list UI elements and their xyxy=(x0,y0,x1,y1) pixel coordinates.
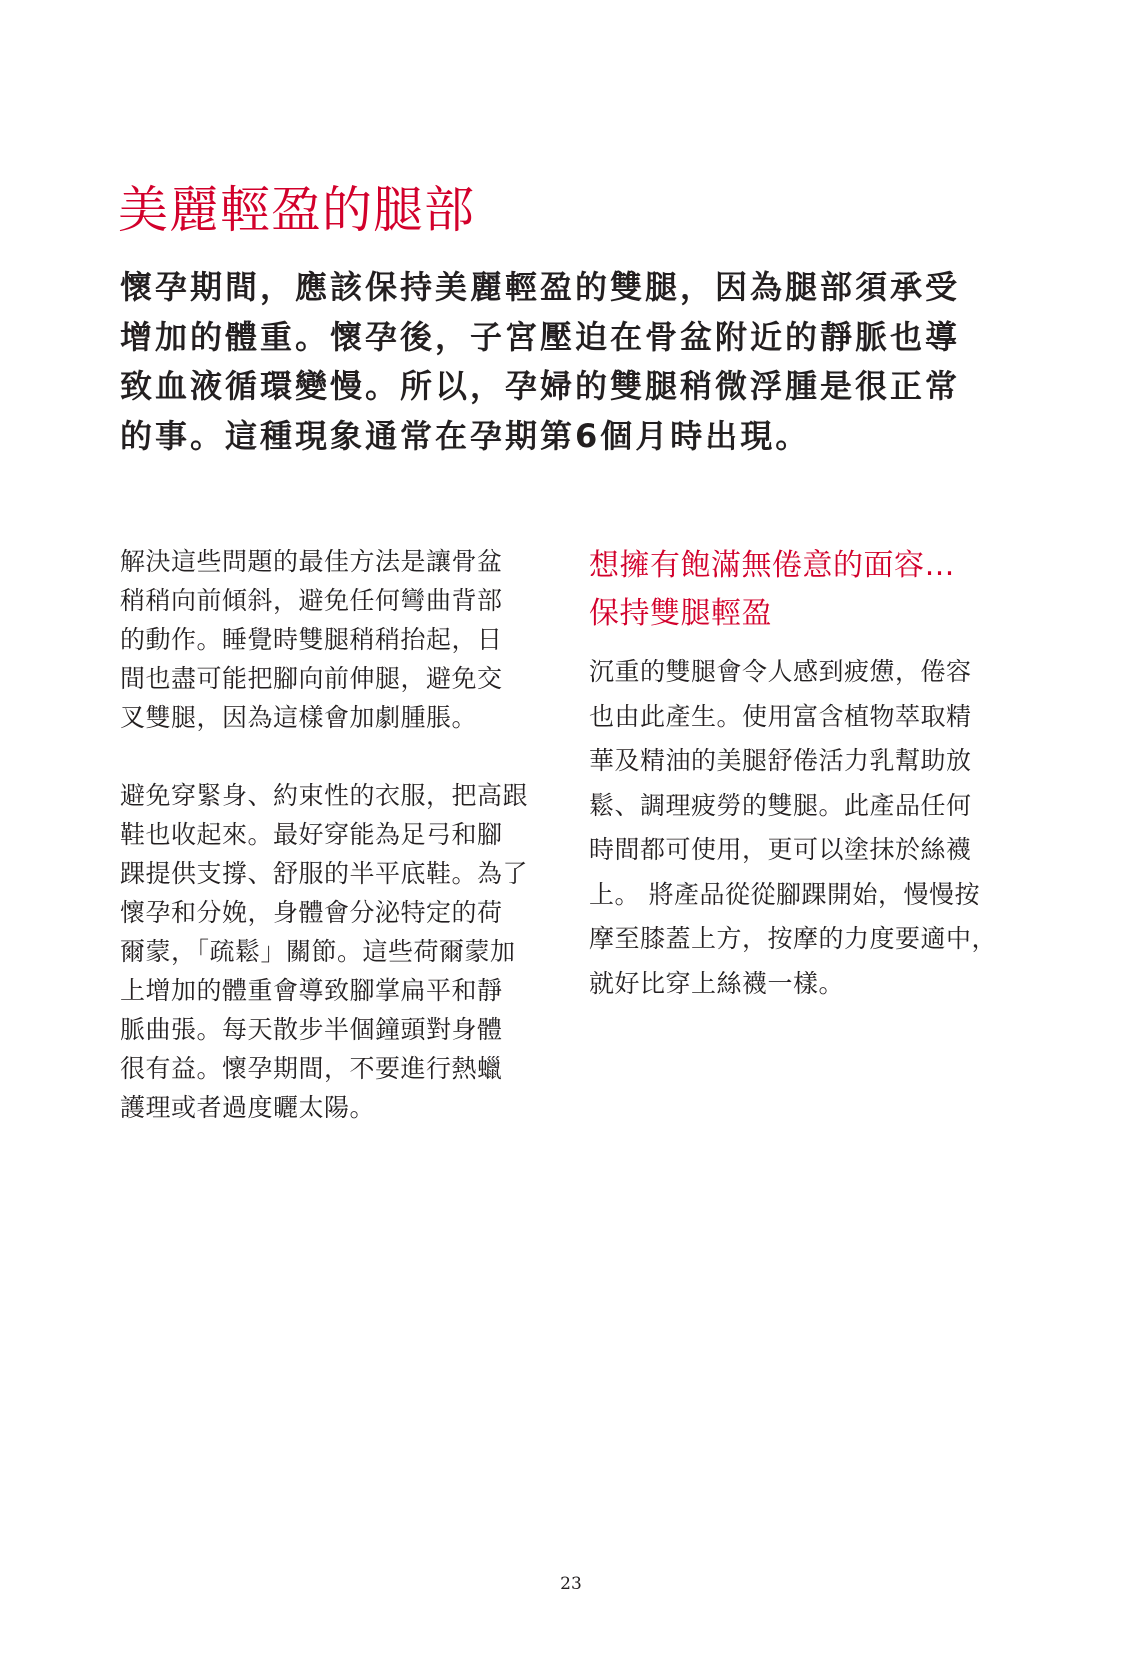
text-line: 踝提供支撐、舒服的半平底鞋。為了 xyxy=(120,859,529,888)
left-paragraph-clothing xyxy=(120,776,560,1127)
left-paragraph-posture xyxy=(120,542,560,737)
text-line: 摩至膝蓋上方，按摩的力度要適中， xyxy=(589,924,998,953)
intro-line: 致血液循環變慢。所以，孕婦的雙腿稍微浮腫是很正常 xyxy=(120,367,961,405)
text-line: 間也盡可能把腳向前伸腿，避免交 xyxy=(120,664,503,693)
right-column xyxy=(589,542,1029,1006)
text-line: 爾蒙，「疏鬆」關節。這些荷爾蒙加 xyxy=(120,937,516,966)
text-line: 懷孕和分娩，身體會分泌特定的荷 xyxy=(120,898,503,927)
heading-line: 保持雙腿輕盈 xyxy=(589,596,772,631)
heading-line: 想擁有飽滿無倦意的面容… xyxy=(589,548,955,583)
text-line: 上。 將產品從從腳踝開始，慢慢按 xyxy=(589,879,980,909)
side-heading xyxy=(589,542,1029,638)
text-line: 避免穿緊身、約束性的衣服，把高跟 xyxy=(120,781,529,810)
text-line: 的動作。睡覺時雙腿稍稍抬起，日 xyxy=(120,625,503,654)
text-line: 就好比穿上絲襪一樣。 xyxy=(589,968,845,998)
text-line: 護理或者過度曬太陽。 xyxy=(120,1093,376,1122)
text-line: 叉雙腿，因為這樣會加劇腫脹。 xyxy=(120,703,478,732)
text-line: 脈曲張。每天散步半個鐘頭對身體 xyxy=(120,1015,503,1044)
intro-line: 增加的體重。懷孕後，子宮壓迫在骨盆附近的靜脈也導 xyxy=(120,317,961,356)
left-column xyxy=(120,542,560,1127)
page-title: 美麗輕盈的腿部 xyxy=(118,181,475,239)
text-line: 也由此產生。使用富含植物萃取精 xyxy=(589,701,972,731)
text-line: 解決這些問題的最佳方法是讓骨盆 xyxy=(120,547,503,576)
page-number: 23 xyxy=(560,1574,582,1594)
text-line: 上增加的體重會導致腳掌扁平和靜 xyxy=(120,976,503,1005)
text-line: 鞋也收起來。最好穿能為足弓和腳 xyxy=(120,820,503,849)
intro-paragraph xyxy=(120,263,1000,461)
text-line: 很有益。懷孕期間，不要進行熱蠟 xyxy=(120,1054,503,1083)
side-body-paragraph xyxy=(589,650,1029,1006)
intro-line: 的事。這種現象通常在孕期第6個月時出現。 xyxy=(120,416,811,455)
intro-line: 懷孕期間，應該保持美麗輕盈的雙腿，因為腿部須承受 xyxy=(120,268,961,306)
text-line: 時間都可使用，更可以塗抹於絲襪 xyxy=(589,835,972,864)
text-line: 鬆、調理疲勞的雙腿。此產品任何 xyxy=(589,790,972,820)
text-line: 稍稍向前傾斜，避免任何彎曲背部 xyxy=(120,586,503,615)
text-line: 華及精油的美腿舒倦活力乳幫助放 xyxy=(589,746,972,775)
text-line: 沉重的雙腿會令人感到疲憊，倦容 xyxy=(589,657,972,686)
